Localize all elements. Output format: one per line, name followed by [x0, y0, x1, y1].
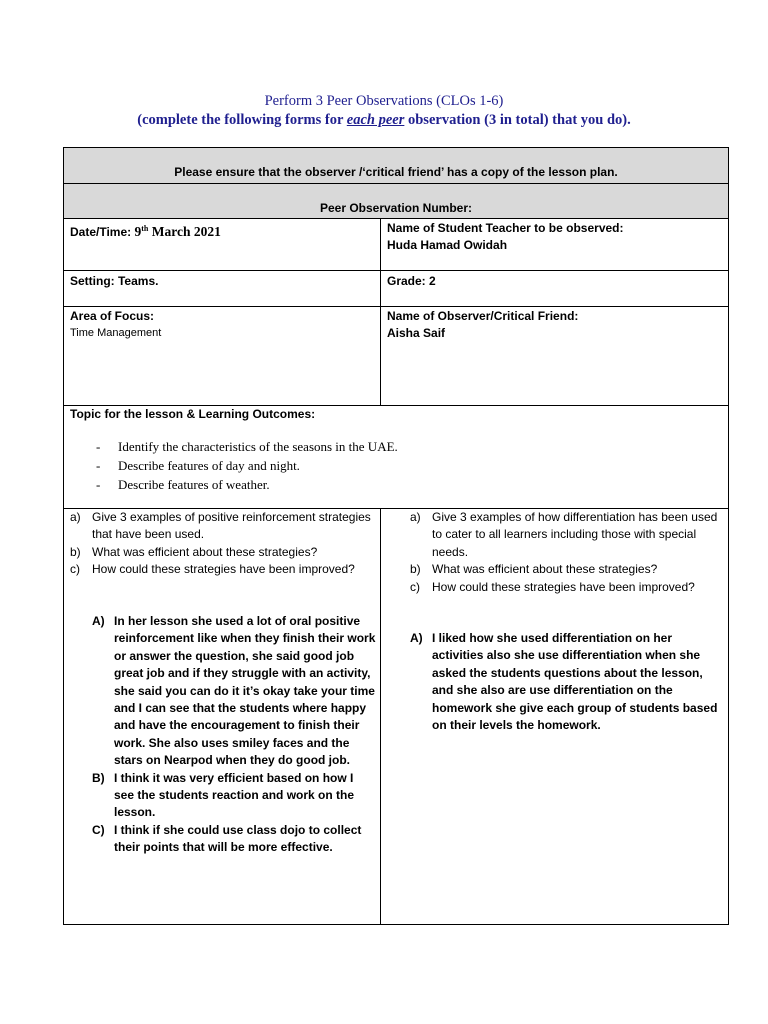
grade: Grade: 2	[387, 274, 436, 288]
answer-text: I think if she could use class dojo to collect their points that will be more effective.	[114, 822, 362, 855]
answer-item	[92, 822, 376, 857]
outcome-item: - Identify the characteristics of the seasons in the UAE.	[70, 437, 720, 456]
column-divider	[380, 218, 381, 405]
reinforcement-section	[70, 509, 372, 579]
divider	[64, 218, 728, 219]
area-of-focus-value: Time Management	[70, 327, 162, 339]
answer-text: I liked how she used differentiation on her activities also she use differentiation when she asked the students questions about the lesson, and she also are use differentiation on the homework she give each group of students based on their levels the homework.	[432, 631, 718, 733]
question-item	[70, 509, 372, 544]
observer-label: Name of Observer/Critical Friend:	[387, 309, 579, 323]
question-marker: b)	[70, 544, 81, 559]
date-suffix: th	[141, 224, 149, 233]
subtitle-emphasis: each peer	[346, 112, 405, 128]
date-day: 9	[134, 224, 142, 239]
observer-name: Aisha Saif	[387, 326, 446, 340]
observation-form	[63, 147, 729, 925]
answer-marker: A)	[92, 614, 105, 628]
answer-marker: A)	[410, 631, 423, 645]
answer-item	[92, 613, 376, 770]
subtitle-pre: (complete the following forms for	[137, 112, 347, 128]
column-divider	[380, 508, 381, 925]
outcome-item: - Describe features of day and night.	[70, 456, 720, 475]
observation-number-label: Peer Observation Number:	[319, 201, 473, 215]
observer	[387, 308, 723, 342]
student-teacher	[387, 220, 723, 254]
question-item	[70, 561, 372, 578]
question-marker: c)	[410, 579, 420, 594]
question-marker: a)	[410, 510, 421, 524]
reinforcement-questions	[70, 509, 372, 579]
question-text: What was efficient about these strategies?	[92, 544, 318, 559]
date-time	[70, 220, 375, 241]
question-text: How could these strategies have been improved?	[432, 579, 695, 594]
student-teacher-name: Huda Hamad Owidah	[387, 238, 508, 252]
differentiation-questions	[410, 509, 726, 596]
area-of-focus-label: Area of Focus:	[70, 309, 155, 323]
divider	[64, 270, 728, 271]
question-marker: a)	[70, 510, 81, 524]
area-of-focus	[70, 308, 375, 342]
student-teacher-label: Name of Student Teacher to be observed:	[387, 221, 624, 235]
divider	[64, 306, 728, 307]
question-marker: b)	[410, 562, 421, 577]
differentiation-answers	[410, 630, 726, 734]
page-title: Perform 3 Peer Observations (CLOs 1-6)	[264, 93, 504, 109]
divider	[64, 183, 728, 184]
question-text: Give 3 examples of how differentiation has been used to cater to all learners including those with special needs.	[432, 510, 718, 559]
answer-text: I think it was very efficient based on how I see the students reaction and work on the lesson.	[114, 770, 355, 820]
answer-marker: C)	[92, 822, 105, 837]
question-text: How could these strategies have been improved?	[92, 562, 355, 577]
answer-list	[410, 630, 726, 734]
question-item	[410, 509, 726, 561]
lesson-plan-notice: Please ensure that the observer /‘critical friend’ has a copy of the lesson plan.	[174, 165, 618, 179]
outcome-item: - Describe features of weather.	[70, 475, 720, 494]
question-marker: c)	[70, 562, 80, 577]
reinforcement-answers	[92, 613, 376, 857]
question-text: Give 3 examples of positive reinforcement strategies that have been used.	[92, 510, 371, 542]
question-item	[70, 544, 372, 561]
outcomes-list	[70, 437, 720, 494]
answer-list	[92, 613, 376, 857]
question-item	[410, 579, 726, 596]
date-label: Date/Time:	[70, 225, 135, 239]
answer-item	[92, 770, 376, 822]
page-subtitle	[0, 112, 768, 129]
answer-marker: B)	[92, 770, 105, 785]
answer-text: In her lesson she used a lot of oral positive reinforcement like when they finish their work or answer the question, she said good job great job and if they struggle with an activity, she said you can do it it’s okay take your time and I can see that the students where happy and have the encouragement to finish their work. She also uses smiley faces and the stars on Nearpod when they do good job.	[114, 614, 376, 768]
subtitle-post: observation (3 in total) that you do).	[404, 112, 631, 128]
topic-label: Topic for the lesson & Learning Outcomes:	[70, 407, 316, 421]
differentiation-section	[410, 509, 726, 596]
question-text: What was efficient about these strategies?	[432, 562, 658, 577]
date-month-year: March 2021	[148, 224, 221, 239]
question-item	[410, 561, 726, 578]
topic-section	[70, 406, 720, 494]
setting: Setting: Teams.	[70, 274, 159, 288]
answer-item	[410, 630, 726, 734]
